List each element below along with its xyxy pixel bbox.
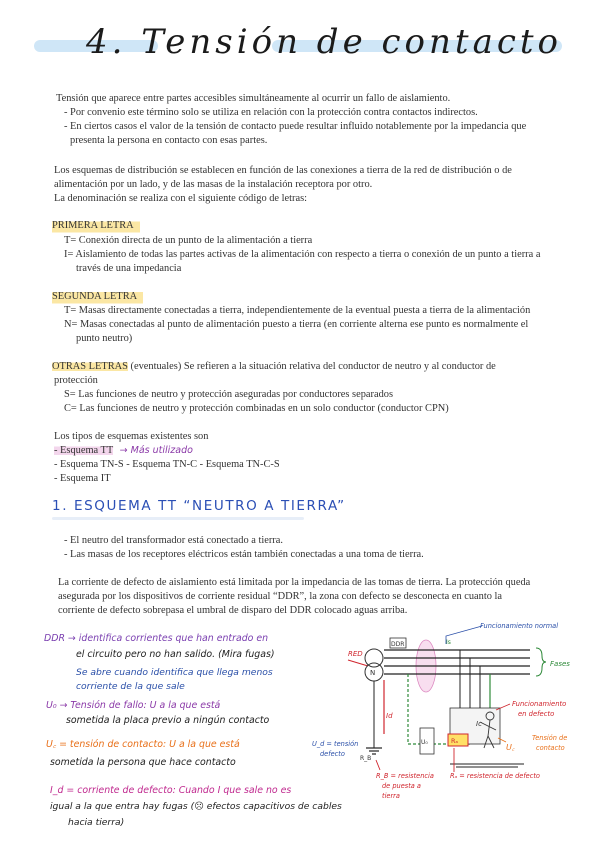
other-letters-description: (eventuales) Se refieren a la situación relativa del conductor de neutro y al conductor de bbox=[127, 361, 496, 372]
first-letter-heading-text: PRIMERA LETRA bbox=[52, 219, 140, 234]
types-tn: - Esquema TN-S - Esquema TN-C - Esquema TN-C-S bbox=[54, 459, 280, 470]
second-letter-t: T= Masas directamente conectadas a tierra, independientemente de la eventual puesta a tierra de la alimentación bbox=[64, 305, 531, 316]
types-tt-line bbox=[54, 444, 193, 459]
diagram-neutral-label: N bbox=[370, 669, 376, 677]
section-1-bullet-2: - Las masas de los receptores eléctricos están también conectadas a una toma de tierra. bbox=[64, 549, 424, 560]
schemes-line-3: La denominación se realiza con el siguiente código de letras: bbox=[54, 193, 308, 204]
second-letter-heading bbox=[52, 290, 143, 305]
diagram-normal-label: Funcionamiento normal bbox=[480, 622, 559, 630]
diagram-uc-label-2: contacto bbox=[536, 744, 565, 752]
first-letter-t: T= Conexión directa de un punto de la alimentación a tierra bbox=[64, 235, 313, 246]
defect-pointer bbox=[496, 704, 510, 710]
diagram-uo-symbol: U₀ bbox=[421, 739, 428, 746]
diagram-defect-label-1: Funcionamiento bbox=[512, 700, 567, 708]
diagram-defect-label-2: en defecto bbox=[518, 710, 555, 718]
first-letter-heading bbox=[52, 219, 140, 234]
diagram-uc-label-1: Tensión de bbox=[532, 734, 568, 742]
first-letter-i-line-2: través de una impedancia bbox=[76, 263, 182, 274]
second-letter-heading-text: SEGUNDA LETRA bbox=[52, 290, 143, 305]
intro-line-3: - En ciertos casos el valor de la tensión de contacto puede resultar influido notablemente por la impedancia que bbox=[64, 121, 527, 132]
note-uc-line-2: sometida la persona que hace contacto bbox=[50, 757, 236, 768]
second-letter-n-line-2: punto neutro) bbox=[76, 333, 133, 344]
section-1-heading-underline bbox=[52, 517, 304, 520]
second-letter-n-line-1: N= Masas conectadas al punto de alimentación puesto a tierra (en corriente alterna ese punto es normalmente el bbox=[64, 319, 529, 330]
diagram-rb-label-1: R_B = resistencia bbox=[376, 772, 434, 780]
diagram-rb-symbol: R_B bbox=[360, 755, 372, 762]
fases-brace bbox=[536, 648, 546, 676]
other-letters-line-2: protección bbox=[54, 375, 98, 386]
diagram-rb-label-3: tierra bbox=[382, 792, 400, 800]
transformer-coil-1 bbox=[365, 649, 383, 667]
other-letters-line-1 bbox=[52, 360, 496, 375]
other-letters-s: S= Las funciones de neutro y protección aseguradas por conductores separados bbox=[64, 389, 394, 400]
diagram-ud-label-2: defecto bbox=[320, 750, 345, 758]
types-tt-note: → Más utilizado bbox=[119, 445, 193, 456]
intro-line-2: - Por convenio este término solo se utiliza en relación con la protección contra contactos indirectos. bbox=[64, 107, 478, 118]
intro-line-1: Tensión que aparece entre partes accesibles simultáneamente al ocurrir un fallo de aislamiento. bbox=[56, 93, 451, 104]
diagram-ddr-label: DDR bbox=[391, 641, 405, 648]
diagram-ic-label: Ic bbox=[476, 720, 482, 728]
diagram-ud-label-1: U_d = tensión bbox=[312, 740, 359, 748]
section-1-bullet-1: - El neutro del transformador está conectado a tierra. bbox=[64, 535, 283, 546]
other-letters-c: C= Las funciones de neutro y protección combinadas en un solo conductor (conductor CPN) bbox=[64, 403, 449, 414]
note-ddr-line-4: corriente de la que sale bbox=[76, 681, 185, 692]
note-id-line-3: hacia tierra) bbox=[68, 817, 125, 828]
section-1-heading: 1. ESQUEMA TT “NEUTRO A TIERRA” bbox=[52, 498, 346, 514]
types-tt: - Esquema TT bbox=[54, 445, 114, 456]
other-letters-heading: OTRAS LETRAS bbox=[52, 361, 128, 372]
schemes-line-1: Los esquemas de distribución se establecen en función de las conexiones a tierra de la red de distribución o de bbox=[54, 165, 512, 176]
section-1-paragraph-line-2: asegurada por los dispositivos de corriente residual “DDR”, la zona con defecto se desconecta en cuanto la bbox=[58, 591, 503, 602]
types-it: - Esquema IT bbox=[54, 473, 111, 484]
schemes-line-2: alimentación por un lado, y de las masas de la instalación receptora por otro. bbox=[54, 179, 373, 190]
diagram-uc-symbol: U꜀ bbox=[506, 743, 515, 752]
section-1-paragraph-line-1: La corriente de defecto de aislamiento está limitada por la impedancia de las tomas de tierra. La protección queda bbox=[58, 577, 531, 588]
normal-pointer bbox=[446, 626, 482, 644]
diagram-ra-label: Rₐ = resistencia de defecto bbox=[450, 772, 540, 780]
rb-pointer bbox=[376, 760, 380, 770]
note-uo-line-1-text: U₀ → Tensión de fallo: U a la que está bbox=[46, 700, 221, 711]
intro-line-4: presenta la persona en contacto con esas partes. bbox=[70, 135, 268, 146]
note-uo-line-1 bbox=[46, 699, 220, 714]
section-1-paragraph-line-3: corriente de defecto sobrepasa el umbral de disparo del DDR colocado aguas arriba. bbox=[58, 605, 408, 616]
note-id-line-2: igual a la que entra hay fugas (☹ efectos capacitivos de cables bbox=[50, 801, 342, 812]
note-id-line-1: I_d = corriente de defecto: Cuando I que sale no es bbox=[50, 785, 292, 796]
note-ddr-line-1-text: DDR → identifica corrientes que han entrado en bbox=[44, 633, 269, 644]
diagram-rb-label-2: de puesta a bbox=[382, 782, 421, 790]
tt-circuit-diagram bbox=[300, 614, 590, 800]
diagram-red-label: RED bbox=[348, 650, 363, 658]
diagram-is-label: Is bbox=[446, 639, 451, 646]
diagram-ra-symbol: Rₐ bbox=[451, 737, 458, 745]
note-uo-line-2: sometida la placa previo a ningún contacto bbox=[66, 715, 270, 726]
note-ddr-line-3: Se abre cuando identifica que llega menos bbox=[76, 667, 273, 678]
note-uc-line-1: U꜀ = tensión de contacto: U a la que está bbox=[46, 739, 240, 750]
note-ddr-line-1 bbox=[44, 632, 268, 647]
page-title: 4. Tensión de contacto bbox=[86, 22, 563, 62]
note-ddr-line-2: el circuito pero no han salido. (Mira fugas) bbox=[76, 649, 275, 660]
types-intro: Los tipos de esquemas existentes son bbox=[54, 431, 209, 442]
first-letter-i-line-1: I= Aislamiento de todas las partes activas de la alimentación con respecto a tierra o conexión de un punto a tierra a bbox=[64, 249, 541, 260]
diagram-id-label: Id bbox=[386, 712, 393, 720]
diagram-fases-label: Fases bbox=[550, 660, 570, 668]
